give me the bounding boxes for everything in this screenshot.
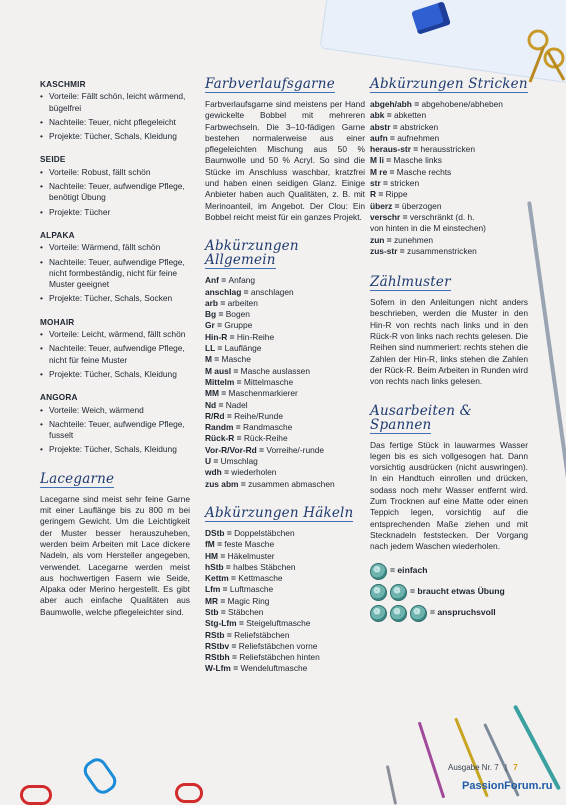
abbr-key: Lfm	[205, 584, 221, 595]
abbr-equals: =	[218, 388, 229, 399]
abbr-row	[370, 189, 528, 200]
abbr-equals: =	[390, 121, 401, 132]
abbr-equals: =	[241, 286, 251, 297]
material-block	[40, 79, 190, 142]
abbr-key: Rück-R	[205, 433, 235, 444]
abbr-meaning: Reliefstäbchen	[234, 629, 290, 640]
abbr-meaning: Masche	[221, 354, 251, 365]
knitting-needle	[527, 201, 566, 499]
material-block	[40, 154, 190, 217]
abbr-meaning: anschlagen	[250, 286, 294, 297]
abbr-meaning: Reliefstäbchen hinten	[239, 652, 320, 663]
abbr-meaning: Rück-Reihe	[243, 433, 288, 444]
material-bullet: • Vorteile: Wärmend, fällt schön	[40, 242, 190, 253]
abbr-meaning: Rippe	[385, 189, 408, 200]
abbr-key: M	[205, 354, 212, 365]
material-bullet: • Vorteile: Fällt schön, leicht wärmend, bügelfrei	[40, 91, 190, 114]
material-name: MOHAIR	[40, 317, 75, 327]
abbr-key: RStbv	[205, 640, 230, 651]
material-bullet: • Nachteile: Teuer, nicht pflegeleicht	[40, 117, 190, 128]
abbr-equals: =	[230, 663, 241, 674]
difficulty-level	[370, 584, 528, 601]
allgemein-title	[205, 239, 365, 267]
abbr-meaning: Hin-Reihe	[236, 331, 275, 342]
abbr-equals: =	[397, 245, 408, 256]
abbr-key: MM	[205, 388, 219, 399]
abbr-meaning: Masche links	[393, 155, 442, 166]
material-name: KASCHMIR	[40, 80, 86, 89]
abbr-equals: =	[411, 99, 422, 109]
crochet-hook	[418, 721, 446, 798]
abbr-row	[205, 584, 365, 595]
abbr-row	[205, 366, 365, 377]
lace-text: Lacegarne sind meist sehr feine Garne mit einer Lauflänge bis zu 800 m bei geringem Gewicht. Um die Leichtigkeit der Muster besser herauszuheben, werden beim Arbeiten mit Lace dickere Nadeln, als vom Hersteller angegeben, verwendet. Lacegarne werden meist aus hochwertigen Fasern wie Seide, Alpaka oder Merino hergestellt. Es gibt aber auch einfache Qualitäten aus Baumwolle, welche pflegeleichter sind.	[40, 493, 190, 617]
abbr-equals: =	[376, 189, 386, 200]
abbr-equals: =	[224, 629, 235, 640]
watermark: PassionForum.ru	[462, 780, 553, 792]
abbr-key: DStb	[205, 527, 225, 538]
abbr-key: LL	[205, 343, 216, 354]
abbr-row	[370, 212, 528, 223]
abbr-row	[370, 133, 528, 144]
abbr-meaning: abketten	[393, 110, 427, 121]
abbr-equals: =	[218, 595, 228, 606]
abbr-meaning: Wendeluftmasche	[240, 663, 308, 674]
difficulty-label: = braucht etwas Übung	[410, 586, 505, 597]
abbr-key: Gr	[205, 320, 215, 331]
abbr-row	[370, 144, 528, 155]
abbr-key: anschlag	[205, 286, 242, 297]
material-block	[40, 230, 190, 305]
abbr-meaning: verschränkt (d. h.	[409, 211, 475, 222]
abbr-meaning: Anfang	[228, 275, 256, 286]
abbr-key: M ausl	[205, 365, 232, 376]
abbr-meaning: Umschlag	[220, 456, 258, 467]
abbr-row	[205, 354, 365, 365]
abbr-meaning: feste Masche	[224, 539, 275, 550]
abbr-key: abk	[370, 110, 385, 121]
abbr-meaning: Maschenmarkierer	[228, 388, 298, 399]
abbr-key: zus abm	[205, 478, 239, 489]
material-bullet: • Nachteile: Teuer, aufwendige Pflege, nicht für feine Muster	[40, 343, 190, 366]
abbr-meaning: Masche auslassen	[240, 365, 310, 376]
abbr-equals: =	[384, 234, 394, 245]
material-bullet: • Projekte: Tücher, Schals, Kleidung	[40, 444, 190, 455]
abbr-row	[205, 320, 365, 331]
abbr-equals: =	[387, 132, 398, 143]
abbr-meaning: Nadel	[225, 399, 248, 410]
abbr-meaning: Vorreihe/-runde	[266, 444, 325, 455]
abbr-key: M li	[370, 155, 384, 166]
abbr-row	[370, 99, 528, 110]
abbr-equals: =	[214, 320, 225, 331]
abbr-row	[205, 377, 365, 388]
abbr-equals: =	[223, 561, 234, 572]
abbr-meaning: Häkelmuster	[227, 550, 275, 561]
abbr-equals: =	[218, 297, 228, 308]
abbr-equals: =	[256, 444, 267, 455]
column-abbreviations-general	[205, 77, 365, 685]
difficulty-legend	[370, 563, 528, 622]
abbr-row	[205, 309, 365, 320]
abbr-meaning: wiederholen	[231, 467, 277, 478]
abbr-equals: =	[216, 309, 226, 320]
abbr-key: HM	[205, 550, 219, 561]
ausarbeiten-title	[370, 404, 528, 432]
abbr-meaning: Stäbchen	[228, 606, 264, 617]
abbr-key: hStb	[205, 561, 224, 572]
abbr-equals: =	[227, 331, 237, 342]
difficulty-label: = einfach	[390, 565, 428, 576]
abbr-meaning: Luftmasche	[229, 584, 274, 595]
abbr-equals: =	[387, 166, 397, 177]
abbr-key: RStb	[205, 629, 225, 640]
abbr-row	[370, 178, 528, 189]
abbr-row	[205, 551, 365, 562]
abbr-row	[205, 456, 365, 467]
abbr-key: Anf	[205, 275, 219, 286]
abbr-key: heraus-str	[370, 144, 411, 155]
abbr-meaning: zusammen abmaschen	[248, 478, 335, 489]
abbr-key: Hin-R	[205, 331, 228, 342]
column-materials	[40, 79, 190, 628]
abbr-key: fM	[205, 539, 215, 550]
material-bullet: • Vorteile: Weich, wärmend	[40, 405, 190, 416]
abbr-meaning: Reihe/Runde	[234, 410, 283, 421]
abbr-equals: =	[214, 539, 225, 550]
abbr-meaning: abgehobene/abheben	[421, 99, 503, 109]
abbr-equals: =	[383, 155, 394, 166]
farbverlauf-title: Farbverlaufsgarne	[205, 76, 335, 92]
abbr-equals: =	[229, 652, 240, 663]
abbr-meaning: Reliefstäbchen vorne	[238, 640, 318, 651]
material-name: ANGORA	[40, 393, 78, 403]
abbr-row	[205, 618, 365, 629]
abbr-row	[205, 467, 365, 478]
material-list	[40, 79, 190, 456]
abbr-row	[205, 562, 365, 573]
issue-number: Ausgabe Nr. 7	[448, 763, 499, 772]
abbr-row	[205, 422, 365, 433]
material-bullet: • Nachteile: Teuer, aufwendige Pflege, fusselt	[40, 419, 190, 442]
abbr-meaning: arbeiten	[227, 297, 258, 308]
abbr-equals: =	[216, 399, 226, 410]
abbr-equals: =	[400, 211, 410, 222]
material-bullet: • Projekte: Tücher	[40, 207, 190, 218]
abbr-equals: =	[220, 584, 230, 595]
abbr-key: Kettm	[205, 573, 229, 584]
abbr-equals: =	[233, 422, 243, 433]
abbr-key: R/Rd	[205, 410, 225, 421]
abbr-equals: =	[221, 467, 232, 478]
abbr-equals: =	[224, 527, 235, 538]
abbr-key: W-Lfm	[205, 663, 231, 674]
material-bullet: • Nachteile: Teuer, aufwendige Pflege, benötigt Übung	[40, 181, 190, 204]
abbr-equals: =	[410, 144, 421, 155]
abbr-row	[205, 287, 365, 298]
abbr-meaning: Lauflänge	[224, 343, 262, 354]
abbr-row	[370, 235, 528, 246]
abbr-key: Stg-Lfm	[205, 618, 237, 629]
abbr-meaning: aufnehmen	[397, 132, 440, 143]
abbr-list-knitting	[370, 99, 528, 257]
abbr-row	[205, 433, 365, 444]
abbr-key: überz	[370, 200, 393, 211]
abbr-row	[205, 332, 365, 343]
button-icon	[390, 584, 407, 601]
stitch-marker-clip	[175, 783, 203, 803]
stitch-marker-clip	[80, 754, 120, 797]
material-block	[40, 317, 190, 380]
abbr-meaning: Gruppe	[224, 320, 253, 331]
column-knitting	[370, 77, 528, 626]
abbr-equals: =	[211, 456, 221, 467]
abbr-equals: =	[215, 343, 225, 354]
page-footer: Ausgabe Nr. 7 | 7	[448, 763, 518, 772]
abbr-key: Vor-R/Vor-Rd	[205, 444, 257, 455]
abbr-row	[205, 411, 365, 422]
abbr-meaning: stricken	[390, 178, 420, 189]
material-name: SEIDE	[40, 155, 66, 165]
button-icon	[370, 563, 387, 580]
abbr-key: Stb	[205, 606, 219, 617]
abbr-equals: =	[380, 178, 391, 189]
abbr-key: str	[370, 178, 381, 189]
abbr-key: M re	[370, 166, 388, 177]
abbr-meaning: zunehmen	[393, 234, 434, 245]
button-icon	[370, 605, 387, 622]
material-bullet: • Projekte: Tücher, Schals, Kleidung	[40, 369, 190, 380]
abbr-meaning: Magic Ring	[227, 595, 270, 606]
allgemein-title-line1: Abkürzungen	[205, 238, 299, 255]
haekeln-title: Abkürzungen Häkeln	[205, 504, 354, 521]
abbr-list-crochet	[205, 528, 365, 675]
abbr-meaning: halbes Stäbchen	[233, 561, 296, 572]
abbr-key: abstr	[370, 121, 391, 132]
material-bullet: • Projekte: Tücher, Schals, Kleidung	[40, 131, 190, 142]
abbr-meaning: Randmasche	[242, 422, 293, 433]
abbr-meaning: Steigeluftmasche	[246, 618, 311, 629]
abbr-row	[205, 663, 365, 674]
abbr-row	[205, 479, 365, 490]
abbr-row	[205, 445, 365, 456]
material-bullet: • Projekte: Tücher, Schals, Socken	[40, 293, 190, 304]
abbr-row	[205, 652, 365, 663]
abbr-key: MR	[205, 595, 219, 606]
page-number: 7	[513, 763, 518, 772]
abbr-equals: =	[234, 433, 244, 444]
abbr-key: RStbh	[205, 652, 230, 663]
abbr-row	[370, 201, 528, 212]
abbr-equals: =	[211, 354, 222, 365]
abbr-key: Randm	[205, 422, 234, 433]
abbr-meaning: Mittelmasche	[243, 376, 294, 387]
abbr-equals: =	[218, 275, 229, 286]
abbr-equals: =	[218, 550, 228, 561]
zaehlmuster-title: Zählmuster	[370, 274, 451, 291]
abbr-equals: =	[231, 365, 241, 376]
abbr-row-continued: von hinten in die M einstechen)	[370, 223, 486, 234]
abbr-row	[205, 528, 365, 539]
abbr-key: abgeh/abh	[370, 99, 412, 109]
material-bullet: • Vorteile: Robust, fällt schön	[40, 167, 190, 178]
abbr-equals: =	[229, 640, 239, 651]
abbr-row	[205, 596, 365, 607]
button-icon	[370, 584, 387, 601]
abbr-key: aufn	[370, 132, 388, 143]
abbr-row	[370, 246, 528, 257]
abbr-key: arb	[205, 297, 219, 308]
abbr-key: R	[370, 189, 377, 200]
abbr-meaning: herausstricken	[420, 144, 475, 155]
abbr-equals: =	[238, 478, 249, 489]
abbr-key: U	[205, 456, 212, 467]
ausarbeiten-text: Das fertige Stück in lauwarmes Wasser legen bis es sich vollgesogen hat. Dann vorsichtig ausdrücken (nicht auswringen). In ein Handtuch einrollen und drücken, sodass noch mehr Wasser entfernt wird. Zum Trocknen auf eine Matte oder einen Teppich legen, vorsichtig auf die entsprechenden Maße ziehen und mit Stecknadeln feststecken. Der Vorgang nach jedem Waschen wiederholen.	[370, 439, 528, 552]
abbr-row	[205, 641, 365, 652]
abbr-equals: =	[234, 376, 244, 387]
abbr-meaning: Doppelstäbchen	[234, 527, 295, 538]
abbr-key: zun	[370, 234, 385, 245]
difficulty-level	[370, 563, 528, 580]
stricken-title: Abkürzungen Stricken	[370, 76, 528, 92]
abbr-row	[205, 343, 365, 354]
abbr-meaning: überzogen	[401, 200, 442, 211]
difficulty-level	[370, 605, 528, 622]
abbr-row	[205, 607, 365, 618]
abbr-row	[205, 630, 365, 641]
abbr-row	[205, 275, 365, 286]
abbr-equals: =	[218, 606, 229, 617]
lace-title: Lacegarne	[40, 470, 115, 487]
abbr-row	[370, 167, 528, 178]
stitch-marker-clip	[20, 785, 52, 805]
abbr-meaning: Masche rechts	[396, 166, 452, 177]
abbr-row	[370, 110, 528, 121]
difficulty-label: = anspruchsvoll	[430, 607, 496, 618]
abbr-meaning: zusammenstricken	[407, 245, 477, 256]
abbr-equals: =	[392, 200, 402, 211]
button-icon	[410, 605, 427, 622]
abbr-list-general	[205, 275, 365, 490]
abbr-key: wdh	[205, 467, 222, 478]
abbr-row	[205, 400, 365, 411]
abbr-row	[205, 539, 365, 550]
abbr-row	[205, 388, 365, 399]
material-bullet: • Vorteile: Leicht, wärmend, fällt schön	[40, 329, 190, 340]
abbr-key: Nd	[205, 399, 217, 410]
material-name: ALPAKA	[40, 230, 75, 240]
ausarbeiten-title-line1: Ausarbeiten &	[370, 402, 472, 419]
farbverlauf-text: Farbverlaufsgarne sind meistens per Hand gewickelte Bobbel mit mehreren Farbwechseln. Die 3–10-fädigen Garne bestehen normalerweise aus einer pflegeleichten Mischung aus 50 % Baumwolle und 50 % Acryl. So sind die Stücke im Anschluss waschbar, kratzfrei und haben einen seidigen Glanz. Einige Anbieter haben auch Qualitäten, z. B. mit Merinoanteil, im Angebot. Der Clou: Ein Bobbel reicht meist für ein ganzes Projekt.	[205, 99, 365, 222]
ausarbeiten-title-line2: Spannen	[370, 416, 432, 433]
abbr-meaning: Bogen	[225, 309, 250, 320]
abbr-row	[370, 122, 528, 133]
material-block	[40, 392, 190, 455]
abbr-key: Bg	[205, 309, 217, 320]
crochet-hook	[386, 765, 397, 805]
abbr-equals: =	[384, 110, 394, 121]
abbr-row	[205, 573, 365, 584]
abbr-equals: =	[236, 618, 247, 629]
abbr-key: verschr	[370, 211, 401, 222]
abbr-key: zus-str	[370, 245, 398, 256]
abbr-row	[205, 298, 365, 309]
allgemein-title-line2: Allgemein	[205, 252, 276, 269]
abbr-meaning: Kettmasche	[238, 573, 283, 584]
button-icon	[390, 605, 407, 622]
abbr-meaning: abstricken	[400, 121, 439, 132]
abbr-row	[370, 155, 528, 166]
abbr-equals: =	[224, 410, 235, 421]
crochet-hook	[513, 705, 561, 791]
abbr-key: Mittelm	[205, 376, 235, 387]
material-bullet: • Nachteile: Teuer, aufwendige Pflege, nicht formbeständig, nicht für feine Muster geeignet	[40, 257, 190, 291]
abbr-equals: =	[228, 573, 239, 584]
zaehlmuster-text: Sofern in den Anleitungen nicht anders beschrieben, werden die Muster in den Hin-R von rechts nach links und in den Rück-R von links nach rechts gelesen. Die Reihen sind nummeriert: rechts stehen die Zahlen der Hin-R, links stehen die Zahlen der Rück-R. Beim Arbeiten in Runden wird von rechts nach links gelesen.	[370, 297, 528, 387]
